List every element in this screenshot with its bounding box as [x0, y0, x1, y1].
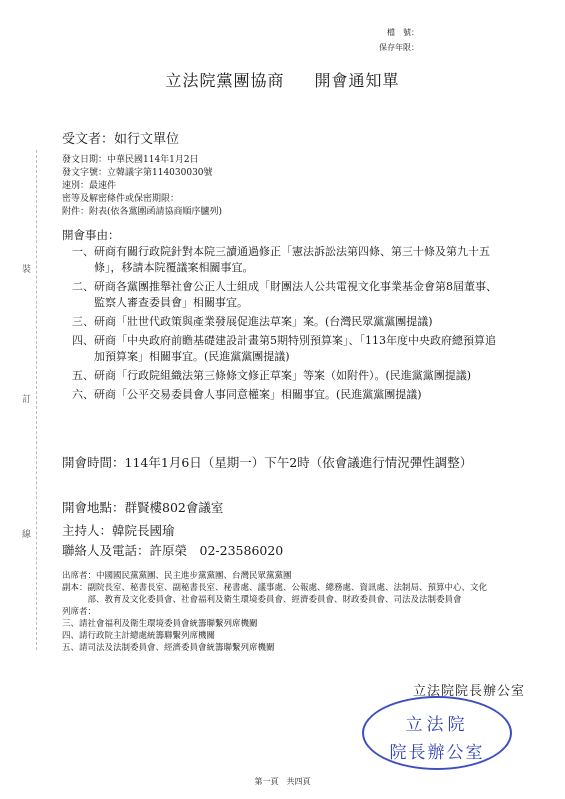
agenda-item	[72, 333, 504, 365]
meeting-time-label: 開會時間：	[62, 455, 125, 470]
retention-label: 保存年限：	[379, 43, 419, 52]
binding-line	[36, 150, 37, 650]
observer-item: 三、請社會福利及衛生環境委員會統籌聯繫列席機關	[62, 619, 258, 629]
agenda-number: 四、	[72, 334, 94, 347]
agenda-number: 一、	[72, 245, 94, 258]
urgency: 速別：最速件	[62, 181, 117, 191]
issue-number: 發文字號：立韓議字第114030030號	[62, 168, 213, 178]
meeting-time-value: 114年1月6日（星期一）下午2時（依會議進行情況彈性調整）	[124, 455, 473, 470]
copies-label: 副本：	[62, 583, 88, 593]
agenda-number: 六、	[72, 388, 94, 401]
document-title	[0, 68, 565, 91]
file-number-row	[375, 25, 423, 40]
official-seal	[362, 696, 512, 770]
meeting-time	[62, 454, 502, 471]
agenda-item	[72, 387, 504, 403]
attendees-value: 中國國民黨黨團、民主進步黨黨團、台灣民眾黨黨團	[96, 571, 292, 581]
agenda-number: 三、	[72, 315, 94, 328]
seal-line-2: 院長辦公室	[389, 743, 485, 763]
issue-meta	[62, 154, 222, 219]
meeting-host: 主持人：韓院長國瑜	[62, 523, 175, 538]
agenda-number: 五、	[72, 369, 94, 382]
agenda-item	[72, 314, 504, 330]
seal-line-1: 立法院	[405, 715, 469, 735]
title-right: 開會通知單	[314, 71, 400, 90]
page-footer: 第一頁 共四頁	[254, 777, 311, 786]
copies-value: 副院長室、秘書長室、副秘書長室、秘書處、議事處、公報處、總務處、資訊處、法制局、預算中心、文化部、教育及文化委員會、社會福利及衛生環境委員會、經濟委員會、財政委員會、司法及法制委員會	[87, 583, 488, 605]
agenda-text: 研商「行政院組織法第三條條文修正草案」等案（如附件）。(民進黨黨團提議)	[94, 369, 472, 382]
binding-mark-1: 裝	[22, 265, 32, 275]
agenda-list	[72, 244, 504, 406]
binding-mark-3: 線	[22, 530, 32, 540]
agenda-heading: 開會事由：	[62, 228, 120, 242]
agenda-item	[72, 368, 504, 384]
file-number-label: 檔 號：	[387, 28, 419, 37]
agenda-number: 二、	[72, 280, 94, 293]
observer-item: 四、請行政院主計總處統籌聯繫列席機關	[62, 631, 216, 641]
attendees-label: 出席者：	[62, 571, 97, 581]
agenda-text: 研商「公平交易委員會人事同意權案」相關事宜。(民進黨黨團提議)	[94, 388, 422, 401]
issue-date: 發文日期：中華民國114年1月2日	[62, 155, 199, 165]
recipient: 受文者：如行文單位	[62, 132, 180, 147]
file-info	[375, 25, 423, 55]
attachment: 附件：附表(依各黨團函請協商順序臚列)	[62, 207, 223, 217]
agenda-item	[72, 279, 504, 311]
classification: 密等及解密條件或保密期限：	[62, 194, 180, 204]
title-left: 立法院黨團協商	[165, 71, 285, 90]
agenda-text: 研商有關行政院針對本院三讀通過修正「憲法訴訟法第四條、第三十條及第九十五條」，移請本院覆議案相關事宜。	[94, 245, 490, 274]
distribution-lists	[62, 570, 502, 654]
binding-mark-2: 訂	[22, 395, 32, 405]
issuing-office: 立法院院長辦公室	[412, 684, 525, 699]
agenda-text: 研商各黨團推舉社會公正人士組成「財團法人公共電視文化事業基金會第8屆董事、監察人審查委員會」相關事宜。	[94, 280, 497, 309]
observers-heading: 列席者：	[62, 607, 97, 617]
agenda-text: 研商「壯世代政策與產業發展促進法草案」案。(台灣民眾黨黨團提議)	[94, 315, 433, 328]
contact-person: 聯絡人及電話：許原榮 02-23586020	[62, 543, 284, 558]
copies-row	[62, 582, 502, 606]
observer-item: 五、請司法及法制委員會、經濟委員會統籌聯繫列席機關	[62, 643, 275, 653]
meeting-place: 開會地點：群賢樓802會議室	[62, 500, 224, 515]
attendees-row	[62, 570, 502, 582]
agenda-text: 研商「中央政府前瞻基礎建設計畫第5期特別預算案」、「113年度中央政府總預算追加預算案」相關事宜。(民進黨黨團提議)	[94, 334, 496, 363]
retention-row	[375, 40, 423, 55]
agenda-item	[72, 244, 504, 276]
